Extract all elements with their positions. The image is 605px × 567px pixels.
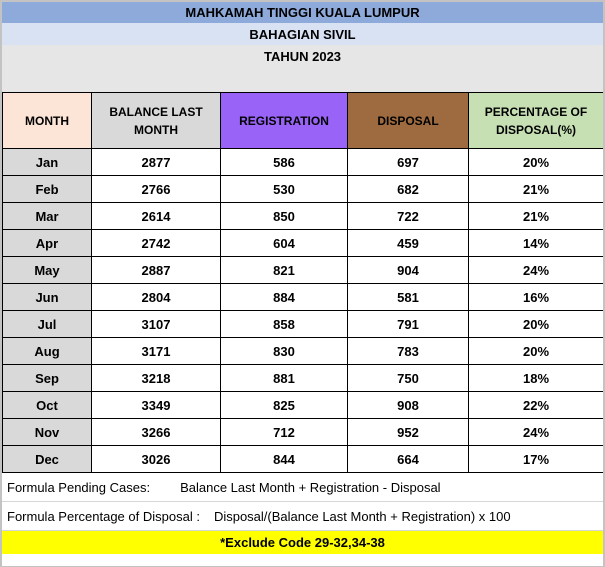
exclude-code-note: *Exclude Code 29-32,34-38	[2, 531, 603, 554]
balance-cell: 2804	[92, 284, 221, 311]
month-cell: May	[3, 257, 92, 284]
percentage-cell: 24%	[469, 257, 604, 284]
table-row	[3, 365, 604, 392]
formula-pending-label: Formula Pending Cases:	[7, 479, 151, 495]
balance-cell: 3349	[92, 392, 221, 419]
table-row	[3, 311, 604, 338]
balance-cell: 3026	[92, 446, 221, 473]
table-row	[3, 257, 604, 284]
registration-cell: 881	[221, 365, 348, 392]
registration-cell: 821	[221, 257, 348, 284]
registration-cell: 850	[221, 203, 348, 230]
month-cell: Jun	[3, 284, 92, 311]
registration-cell: 884	[221, 284, 348, 311]
registration-cell: 858	[221, 311, 348, 338]
month-cell: Mar	[3, 203, 92, 230]
table-row	[3, 203, 604, 230]
balance-cell: 2766	[92, 176, 221, 203]
balance-cell: 2614	[92, 203, 221, 230]
registration-cell: 712	[221, 419, 348, 446]
registration-cell: 530	[221, 176, 348, 203]
month-cell: Jul	[3, 311, 92, 338]
column-header-percentage: PERCENTAGE OF DISPOSAL(%)	[469, 93, 604, 149]
formula-percentage-label: Formula Percentage of Disposal :	[7, 508, 200, 524]
percentage-cell: 21%	[469, 203, 604, 230]
formula-percentage-row	[2, 502, 603, 531]
title-court: MAHKAMAH TINGGI KUALA LUMPUR	[2, 2, 603, 23]
percentage-cell: 22%	[469, 392, 604, 419]
percentage-cell: 20%	[469, 338, 604, 365]
percentage-cell: 20%	[469, 149, 604, 176]
disposal-cell: 459	[348, 230, 469, 257]
table-row	[3, 176, 604, 203]
registration-cell: 844	[221, 446, 348, 473]
balance-cell: 3107	[92, 311, 221, 338]
table-row	[3, 392, 604, 419]
month-cell: Apr	[3, 230, 92, 257]
case-statistics-table	[2, 92, 604, 473]
formula-pending-value: Balance Last Month + Registration - Disposal	[180, 479, 441, 495]
disposal-cell: 581	[348, 284, 469, 311]
balance-cell: 3171	[92, 338, 221, 365]
month-cell: Oct	[3, 392, 92, 419]
table-row	[3, 338, 604, 365]
month-cell: Dec	[3, 446, 92, 473]
percentage-cell: 14%	[469, 230, 604, 257]
registration-cell: 586	[221, 149, 348, 176]
month-cell: Sep	[3, 365, 92, 392]
percentage-cell: 21%	[469, 176, 604, 203]
column-header-balance: BALANCE LAST MONTH	[92, 93, 221, 149]
registration-cell: 604	[221, 230, 348, 257]
spacer-row	[2, 68, 603, 92]
balance-cell: 3266	[92, 419, 221, 446]
disposal-cell: 682	[348, 176, 469, 203]
month-cell: Aug	[3, 338, 92, 365]
title-year: TAHUN 2023	[2, 45, 603, 68]
disposal-cell: 908	[348, 392, 469, 419]
registration-cell: 825	[221, 392, 348, 419]
table-row	[3, 149, 604, 176]
table-header-row	[3, 93, 604, 149]
formula-pending-cases-row	[2, 473, 603, 502]
balance-cell: 2887	[92, 257, 221, 284]
registration-cell: 830	[221, 338, 348, 365]
percentage-cell: 24%	[469, 419, 604, 446]
disposal-cell: 783	[348, 338, 469, 365]
percentage-cell: 16%	[469, 284, 604, 311]
disposal-cell: 904	[348, 257, 469, 284]
column-header-disposal: DISPOSAL	[348, 93, 469, 149]
balance-cell: 2742	[92, 230, 221, 257]
column-header-registration: REGISTRATION	[221, 93, 348, 149]
percentage-cell: 17%	[469, 446, 604, 473]
column-header-month: MONTH	[3, 93, 92, 149]
table-row	[3, 419, 604, 446]
balance-cell: 3218	[92, 365, 221, 392]
disposal-cell: 697	[348, 149, 469, 176]
disposal-cell: 722	[348, 203, 469, 230]
month-cell: Nov	[3, 419, 92, 446]
disposal-cell: 750	[348, 365, 469, 392]
table-row	[3, 446, 604, 473]
percentage-cell: 20%	[469, 311, 604, 338]
formula-percentage-value: Disposal/(Balance Last Month + Registration) x 100	[213, 508, 511, 524]
balance-cell: 2877	[92, 149, 221, 176]
table-row	[3, 230, 604, 257]
table-row	[3, 284, 604, 311]
month-cell: Feb	[3, 176, 92, 203]
percentage-cell: 18%	[469, 365, 604, 392]
disposal-cell: 664	[348, 446, 469, 473]
disposal-cell: 952	[348, 419, 469, 446]
month-cell: Jan	[3, 149, 92, 176]
disposal-cell: 791	[348, 311, 469, 338]
title-division: BAHAGIAN SIVIL	[2, 23, 603, 45]
